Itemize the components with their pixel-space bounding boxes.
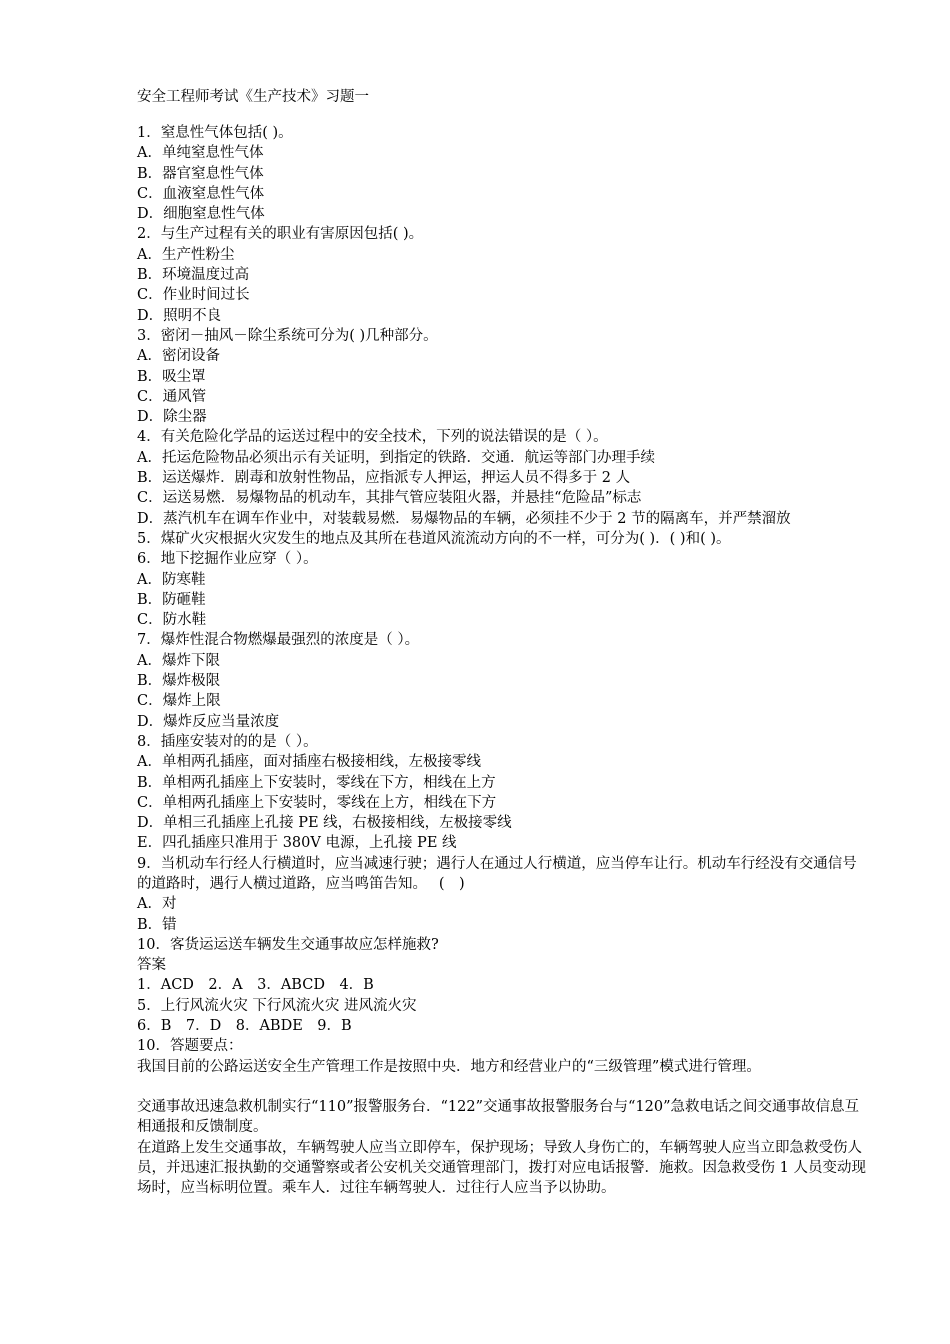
text-line: C．防水鞋 [137,612,207,629]
text-line: D．照明不良 [137,307,222,324]
text-line: D．蒸汽机车在调车作业中，对装载易燃．易爆物品的车辆，必须挂不少于 2 节的隔离车，并严禁溜放 [137,510,791,527]
text-line: 5．煤矿火灾根据火灾发生的地点及其所在巷道风流流动方向的不一样，可分为( )．( )和( )。 [137,530,731,547]
text-line: B．防砸鞋 [137,591,206,608]
text-line: 我国目前的公路运送安全生产管理工作是按照中央．地方和经营业户的“三级管理”模式进行管理。 [137,1058,761,1075]
text-line: B．环境温度过高 [137,267,250,284]
document-body [137,123,867,1198]
text-line: 1．ACD 2．A 3．ABCD 4．B [137,977,374,994]
text-line: B．单相两孔插座上下安装时，零线在下方，相线在上方 [137,774,496,791]
text-line: A．爆炸下限 [137,652,220,669]
blank-line [137,1077,867,1097]
text-line: 3．密闭－抽风－除尘系统可分为( )几种部分。 [137,327,438,344]
text-line: A．单相两孔插座，面对插座右极接相线，左极接零线 [137,754,481,771]
text-line: 交通事故迅速急救机制实行“110”报警服务台．“122”交通事故报警服务台与“120”急救电话之间交通事故信息互相通报和反馈制度。 [137,1098,860,1136]
text-line: A．密闭设备 [137,348,220,365]
text-line: 6．地下挖掘作业应穿（ ）。 [137,551,318,568]
text-line: A．单纯窒息性气体 [137,145,264,162]
text-line: 6．B 7．D 8．ABDE 9．B [137,1018,352,1035]
text-line: 4．有关危险化学品的运送过程中的安全技术，下列的说法错误的是（ ）。 [137,429,608,446]
text-line: D．细胞窒息性气体 [137,206,265,223]
text-line: 10．答题要点： [137,1038,243,1055]
text-line: 10．客货运运送车辆发生交通事故应怎样施救? [137,936,439,953]
document-page [137,87,867,1198]
text-line: 在道路上发生交通事故，车辆驾驶人应当立即停车，保护现场；导致人身伤亡的，车辆驾驶人应当立即急救受伤人员，并迅速汇报执勤的交通警察或者公安机关交通管理部门，拨打对应电话报警．施救。因急救受伤 1 人员变动现场时，应当标明位置。乘车人．过往车辆驾驶人．过往行人应当予以协助。 [137,1139,866,1197]
text-line: A．生产性粉尘 [137,246,235,263]
text-line: C．运送易燃．易爆物品的机动车，其排气管应装阻火器，并悬挂“危险品”标志 [137,490,642,507]
text-line: B．错 [137,916,177,933]
text-line: C．单相两孔插座上下安装时，零线在上方，相线在下方 [137,794,497,811]
text-line: 7．爆炸性混合物燃爆最强烈的浓度是（ ）。 [137,632,420,649]
text-line: C．作业时间过长 [137,287,250,304]
text-line: E．四孔插座只准用于 380V 电源，上孔接 PE 线 [137,835,457,852]
text-line: A．托运危险物品必须出示有关证明，到指定的铁路．交通．航运等部门办理手续 [137,449,655,466]
text-line: C．爆炸上限 [137,693,221,710]
text-line: 8．插座安装对的的是（ ）。 [137,733,318,750]
text-line: C．通风管 [137,388,207,405]
document-title: 安全工程师考试《生产技术》习题一 [137,89,369,105]
text-line: D．单相三孔插座上孔接 PE 线，右极接相线，左极接零线 [137,815,512,832]
text-line: B．吸尘罩 [137,368,206,385]
text-line: B．运送爆炸．剧毒和放射性物品，应指派专人押运，押运人员不得多于 2 人 [137,470,631,487]
text-line: 1．窒息性气体包括( )。 [137,125,293,141]
text-line: D．除尘器 [137,409,207,426]
text-line: A．对 [137,896,177,913]
text-line: 答案 [137,957,166,974]
text-line: 5．上行风流火灾 下行风流火灾 进风流火灾 [137,997,417,1014]
text-line: A．防寒鞋 [137,571,206,588]
text-line: B．爆炸极限 [137,673,221,690]
text-line: 2．与生产过程有关的职业有害原因包括( )。 [137,226,424,243]
text-line: B．器官窒息性气体 [137,165,264,182]
text-line: D．爆炸反应当量浓度 [137,713,280,730]
text-line: C．血液窒息性气体 [137,185,265,202]
text-line: 9．当机动车行经人行横道时，应当减速行驶；遇行人在通过人行横道，应当停车让行。机动车行经没有交通信号的道路时，遇行人横过道路，应当鸣笛告知。 ( ) [137,855,857,892]
